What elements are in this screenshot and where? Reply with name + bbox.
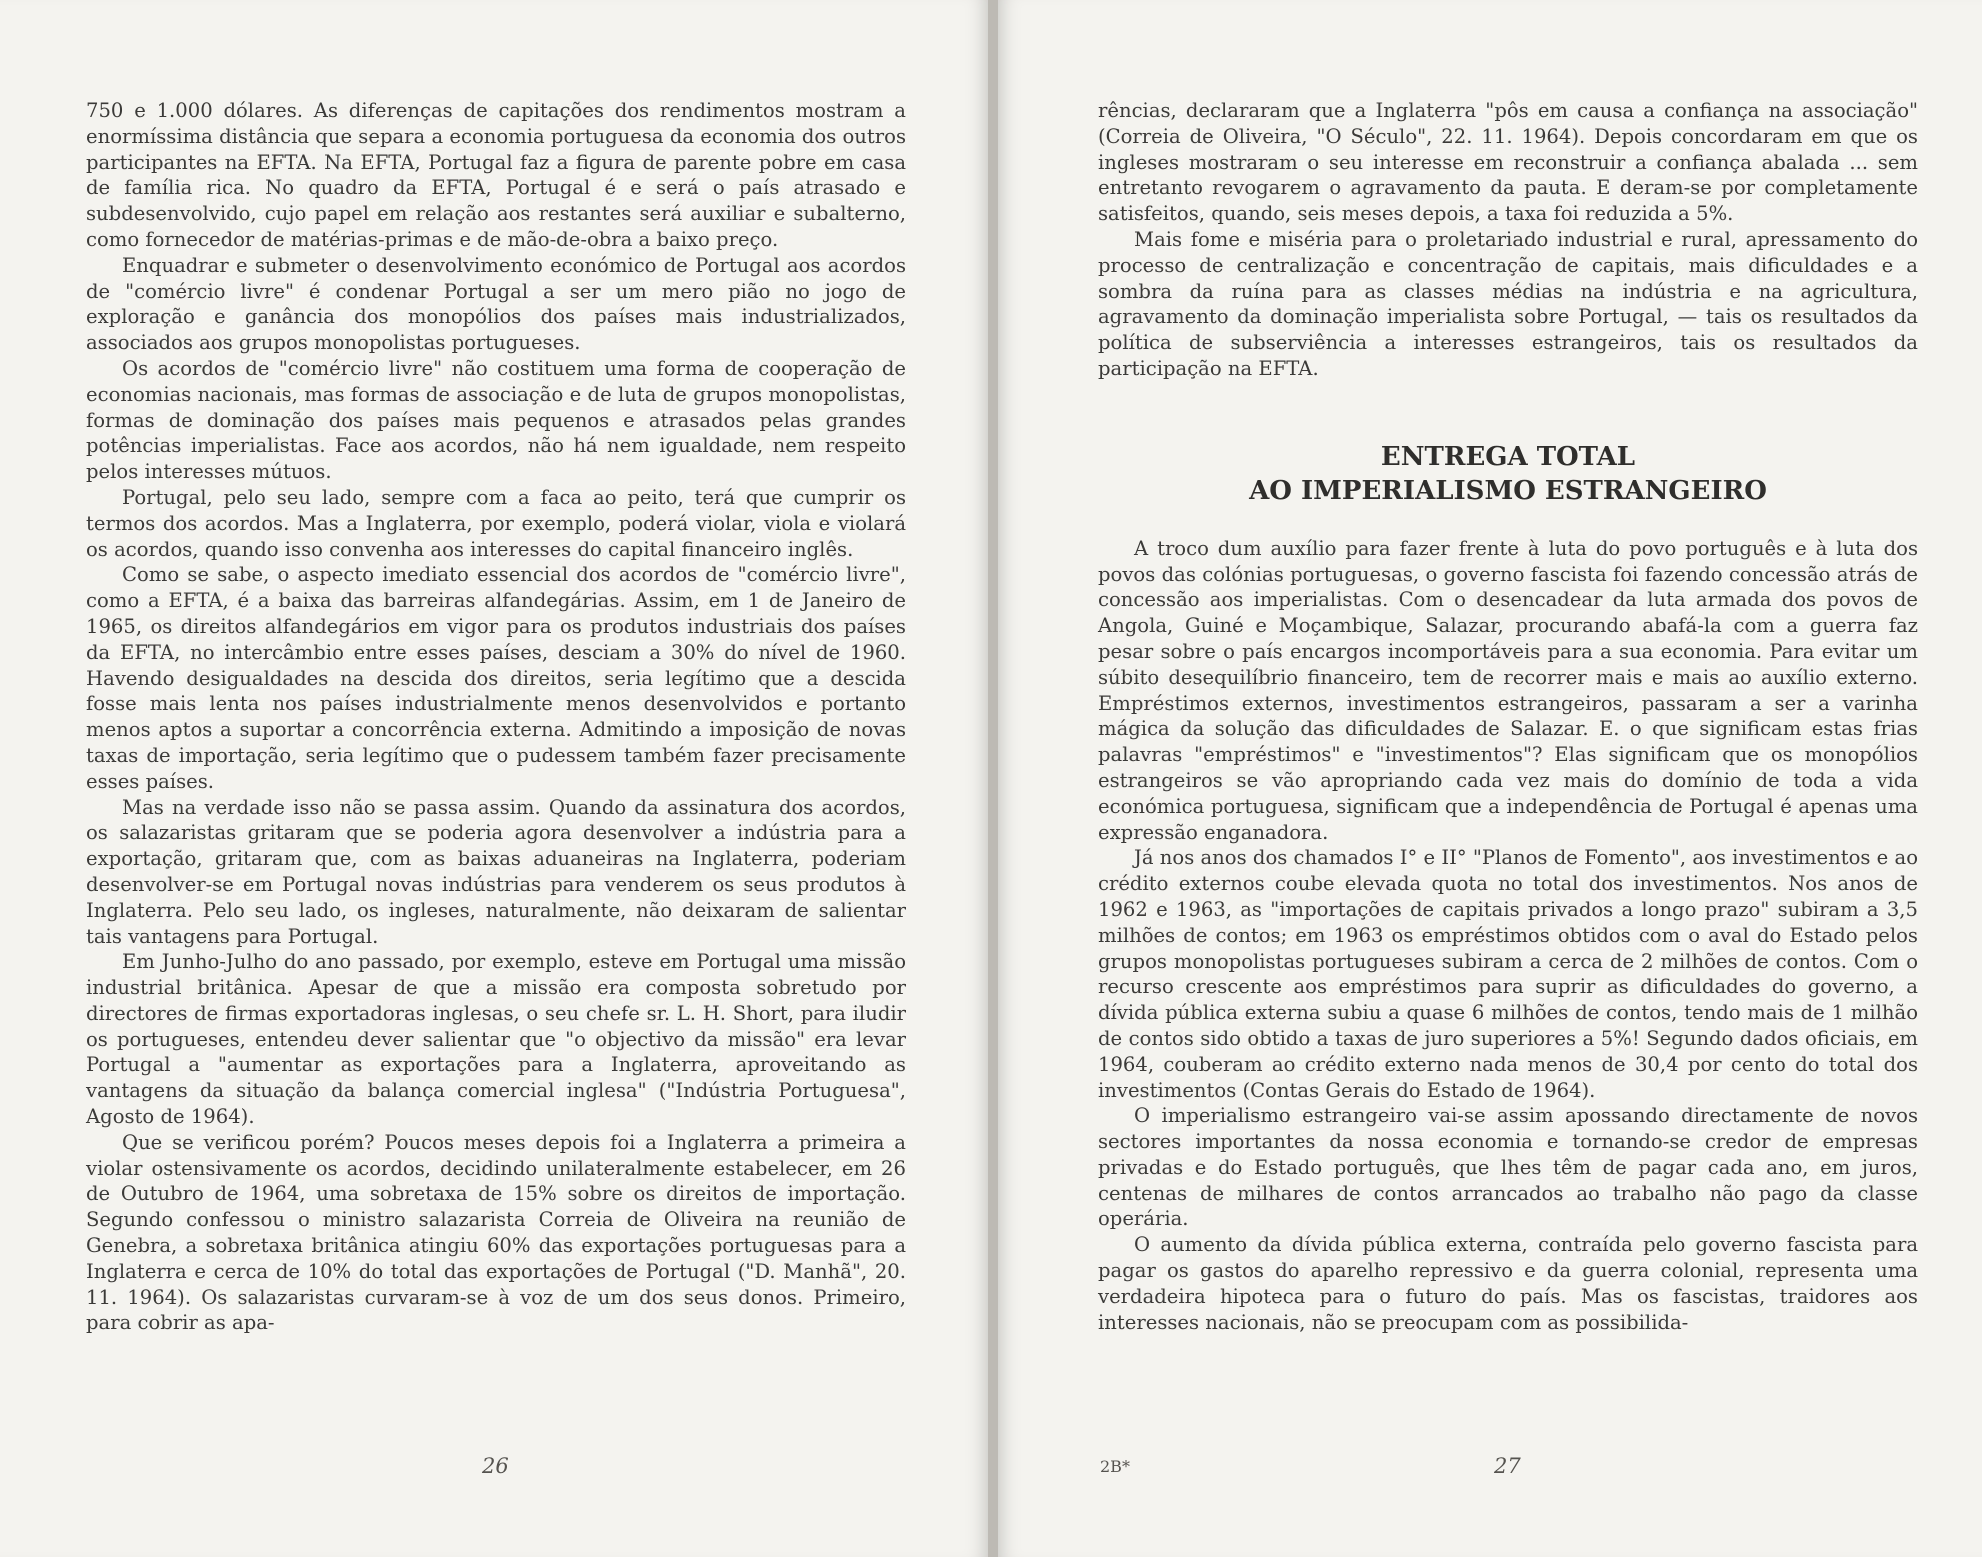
- signature-mark: 2B*: [1100, 1457, 1130, 1476]
- paragraph: Portugal, pelo seu lado, sempre com a faca ao peito, terá que cumprir os termos dos acordos. Mas a Inglaterra, por exemplo, poderá violar, viola e violará os acordos, quando isso convenha aos interesses do capital financeiro inglês.: [86, 485, 906, 561]
- paragraph: 750 e 1.000 dólares. As diferenças de capitações dos rendimentos mostram a enormíssima distância que separa a economia portuguesa da economia dos outros participantes na EFTA. Na EFTA, Portugal faz a figura de parente pobre em casa de família rica. No quadro da EFTA, Portugal é e será o país atrasado e subdesenvolvido, cujo papel em relação aos restantes será auxiliar e subalterno, como fornecedor de matérias-primas e de mão-de-obra a baixo preço.: [86, 99, 906, 251]
- section-heading-line: ENTREGA TOTAL: [1380, 441, 1636, 472]
- left-page-body: [86, 98, 906, 1336]
- section-heading-line: AO IMPERIALISMO ESTRANGEIRO: [1249, 475, 1767, 506]
- page-number-left: 26: [482, 1454, 509, 1478]
- paragraph: Mais fome e miséria para o proletariado industrial e rural, apressamento do processo de centralização e concentração de capitais, mais dificuldades e a sombra da ruína para as classes médias na indústria e na agricultura, agravamento da dominação imperialista sobre Portugal, — tais os resultados da política de subserviência a interesses estrangeiros, tais os resultados da participação na EFTA.: [1098, 227, 1918, 380]
- paragraph: Mas na verdade isso não se passa assim. Quando da assinatura dos acordos, os salazaristas gritaram que se poderia agora desenvolver a indústria para a exportação, gritaram que, com as baixas aduaneiras na Inglaterra, poderiam desenvolver-se em Portugal novas indústrias para venderem os seus produtos à Inglaterra. Pelo seu lado, os ingleses, naturalmente, não deixaram de salientar tais vantagens para Portugal.: [86, 795, 906, 948]
- paragraph: rências, declararam que a Inglaterra "pôs em causa a confiança na associação" (Correia de Oliveira, "O Século", 22. 11. 1964). Depois concordaram em que os ingleses mostraram o seu interesse em reconstruir a confiança abalada ... sem entretanto revogarem o agravamento da pauta. E deram-se por completamente satisfeitos, quando, seis meses depois, a taxa foi reduzida a 5%.: [1098, 99, 1918, 226]
- right-page-body: [1098, 98, 1918, 1335]
- paragraph: Enquadrar e submeter o desenvolvimento económico de Portugal aos acordos de "comércio livre" é condenar Portugal a ser um mero pião no jogo de exploração e ganância dos monopólios dos países mais industrializados, associados aos grupos monopolistas portugueses.: [86, 253, 906, 355]
- paragraph: Já nos anos dos chamados I° e II° "Planos de Fomento", aos investimentos e ao crédito externos coube elevada quota no total dos investimentos. Nos anos de 1962 e 1963, as "importações de capitais privados a longo prazo" subiram a 3,5 milhões de contos; em 1963 os empréstimos obtidos com o aval do Estado pelos grupos monopolistas portugueses subiram a cerca de 2 milhões de contos. Com o recurso crescente aos empréstimos para suprir as dificuldades do governo, a dívida pública externa subiu a quase 6 milhões de contos, tendo mais de 1 milhão de contos sido obtido a taxas de juro superiores a 5%! Segundo dados oficiais, em 1964, couberam ao crédito externo nada menos de 30,4 por cento do total dos investimentos (Contas Gerais do Estado de 1964).: [1098, 846, 1918, 1102]
- right-page: [998, 0, 1982, 1557]
- paragraph: Os acordos de "comércio livre" não costituem uma forma de cooperação de economias nacionais, mas formas de associação e de luta de grupos monopolistas, formas de dominação dos países mais pequenos e atrasados pelas grandes potências imperialistas. Face aos acordos, não há nem igualdade, nem respeito pelos interesses mútuos.: [86, 356, 906, 484]
- left-page: [0, 0, 988, 1557]
- paragraph: O imperialismo estrangeiro vai-se assim apossando directamente de novos sectores importantes da nossa economia e tornando-se credor de empresas privadas e do Estado português, que lhes têm de pagar cada ano, em juros, centenas de milhares de contos arrancados ao trabalho não pago da classe operária.: [1098, 1104, 1918, 1231]
- page-number-right: 27: [1494, 1454, 1521, 1478]
- paragraph: A troco dum auxílio para fazer frente à luta do povo português e à luta dos povos das colónias portuguesas, o governo fascista foi fazendo concessão atrás de concessão aos imperialistas. Com o desencadear da luta armada dos povos de Angola, Guiné e Moçambique, Salazar, procurando abafá-la com a guerra faz pesar sobre o país encargos incomportáveis para a sua economia. Para evitar um súbito desequilíbrio financeiro, tem de recorrer mais e mais ao auxílio externo. Empréstimos externos, investimentos estrangeiros, passaram a ser a varinha mágica da solução das dificuldades de Salazar. E. o que significam estas frias palavras "empréstimos" e "investimentos"? Elas significam que os monopólios estrangeiros se vão apropriando cada vez mais do domínio de toda a vida económica portuguesa, significam que a independência de Portugal é apenas uma expressão enganadora.: [1098, 536, 1918, 844]
- paragraph: O aumento da dívida pública externa, contraída pelo governo fascista para pagar os gastos do aparelho repressivo e da guerra colonial, representa uma verdadeira hipoteca para o futuro do país. Mas os fascistas, traidores aos interesses nacionais, não se preocupam com as possibilida-: [1098, 1233, 1918, 1334]
- paragraph: Como se sabe, o aspecto imediato essencial dos acordos de "comércio livre", como a EFTA, é a baixa das barreiras alfandegárias. Assim, em 1 de Janeiro de 1965, os direitos alfandegários em vigor para os produtos industriais dos países da EFTA, no intercâmbio entre esses países, desciam a 30% do nível de 1960. Havendo desigualdades na descida dos direitos, seria legítimo que a descida fosse mais lenta nos países industrialmente menos desenvolvidos e portanto menos aptos a suportar a concorrência externa. Admitindo a imposição de novas taxas de importação, seria legítimo que o pudessem também fazer precisamente esses países.: [86, 563, 906, 793]
- book-gutter: [988, 0, 998, 1557]
- paragraph: Em Junho-Julho do ano passado, por exemplo, esteve em Portugal uma missão industrial britânica. Apesar de que a missão era composta sobretudo por directores de firmas exportadoras inglesas, o seu chefe sr. L. H. Short, para iludir os portugueses, entendeu dever salientar que "o objectivo da missão" era levar Portugal a "aumentar as exportações para a Inglaterra, aproveitando as vantagens da situação da balança comercial inglesa" ("Indústria Portuguesa", Agosto de 1964).: [86, 950, 906, 1129]
- paragraph: Que se verificou porém? Poucos meses depois foi a Inglaterra a primeira a violar ostensivamente os acordos, decidindo unilateralmente estabelecer, em 26 de Outubro de 1964, uma sobretaxa de 15% sobre os direitos de importação. Segundo confessou o ministro salazarista Correia de Oliveira na reunião de Genebra, a sobretaxa britânica atingiu 60% das exportações portuguesas para a Inglaterra e cerca de 10% do total das exportações de Portugal ("D. Manhã", 20. 11. 1964). Os salazaristas curvaram-se à voz de um dos seus donos. Primeiro, para cobrir as apa-: [86, 1130, 906, 1335]
- section-heading: [1098, 440, 1918, 508]
